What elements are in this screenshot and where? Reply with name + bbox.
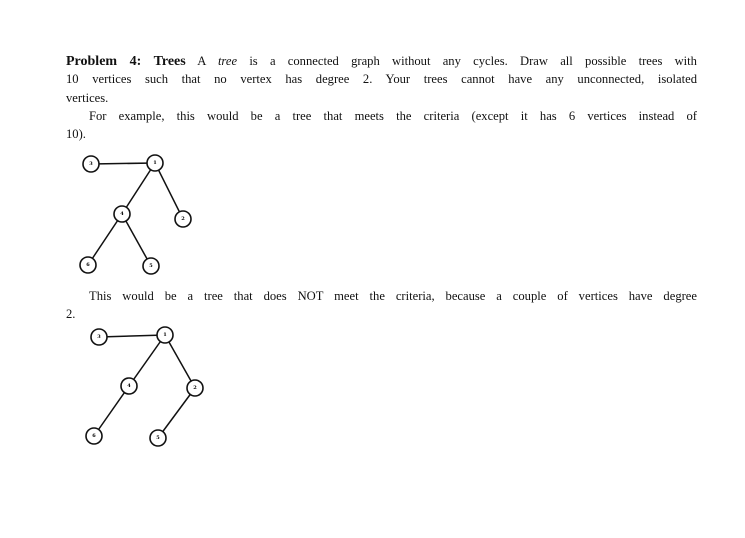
example-line-2: 10). <box>66 127 86 141</box>
problem-heading: Problem 4: <box>66 54 142 69</box>
text: is a connected graph without any cycles. Draw all possible trees with <box>249 54 697 68</box>
vertex-5 <box>150 430 166 446</box>
text: A <box>197 54 206 68</box>
problem-line-2: 10 vertices such that no vertex has degree 2. Your trees cannot have any unconnected, isolated <box>66 72 697 86</box>
vertex-3 <box>91 329 107 345</box>
vertex-4 <box>121 378 137 394</box>
example-line-1: For example, this would be a tree that meets the criteria (except it has 6 vertices instead of <box>89 109 697 123</box>
edge-4-6 <box>94 386 129 436</box>
vertex-1 <box>157 327 173 343</box>
edge-1-2 <box>165 335 195 388</box>
edge-1-4 <box>129 335 165 386</box>
vertex-label: 3 <box>97 334 101 340</box>
vertex-label: 2 <box>193 385 197 391</box>
vertex-label: 5 <box>156 435 160 441</box>
vertex-2 <box>187 380 203 396</box>
counter-line-2: 2. <box>66 307 76 321</box>
edge-3-1 <box>99 335 165 337</box>
vertex-label: 4 <box>127 383 131 389</box>
edge-2-5 <box>158 388 195 438</box>
vertex-label: 1 <box>163 332 167 338</box>
vertex-label: 2 <box>181 216 185 222</box>
vertex-label: 6 <box>86 262 90 268</box>
vertex-label: 5 <box>149 263 153 269</box>
term-tree: tree <box>217 54 238 68</box>
vertex-label: 1 <box>153 160 157 166</box>
vertex-label: 6 <box>92 433 96 439</box>
vertex-label: 3 <box>89 161 93 167</box>
vertex-6 <box>86 428 102 444</box>
counter-line-1: This would be a tree that does NOT meet the criteria, because a couple of vertices have degree <box>89 289 697 303</box>
problem-title: Trees <box>153 54 186 69</box>
problem-line-3: vertices. <box>66 91 109 105</box>
vertex-label: 4 <box>120 211 124 217</box>
